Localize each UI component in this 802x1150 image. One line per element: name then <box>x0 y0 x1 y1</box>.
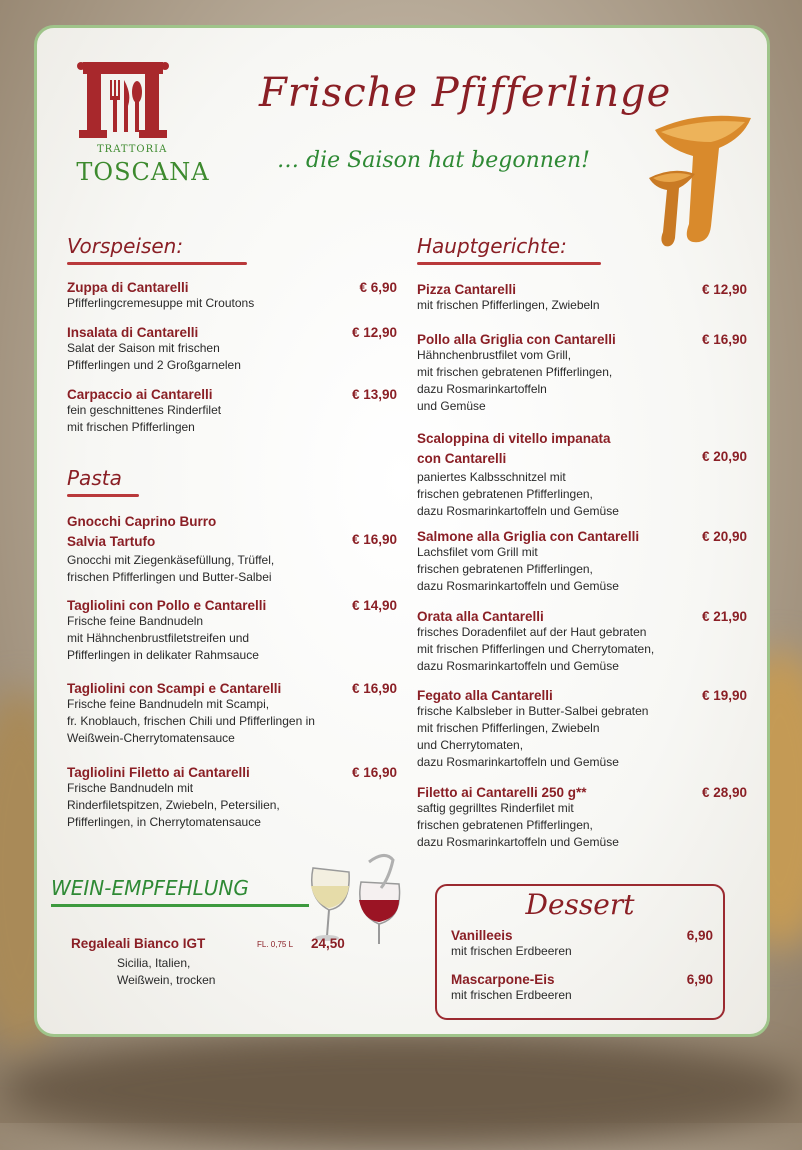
menu-item <box>417 332 747 415</box>
menu-item <box>417 429 747 520</box>
menu-item <box>67 681 397 747</box>
menu-item <box>417 609 747 675</box>
item-description: mit frischen Erdbeeren <box>451 944 572 958</box>
item-description: Frische Bandnudeln mit Rinderfiletspitzen, Zwiebeln, Petersilien, Pfifferlingen, in Cherrytomatensauce <box>67 781 280 829</box>
item-price: € 20,90 <box>701 529 747 544</box>
item-description: frisches Doradenfilet auf der Haut gebraten mit frischen Pfifferlingen und Cherrytomaten, dazu Rosmarinkartoffeln und Gemüse <box>417 625 655 673</box>
item-name: Tagliolini con Pollo e Cantarelli <box>67 598 267 613</box>
item-price: € 13,90 <box>351 387 397 402</box>
section-title-hauptgerichte: Hauptgerichte: <box>417 234 567 258</box>
item-description: paniertes Kalbsschnitzel mit frischen gebratenen Pfifferlingen, dazu Rosmarinkartoffeln und Gemüse <box>417 470 619 518</box>
item-name: Fegato alla Cantarelli <box>417 688 553 703</box>
menu-item <box>67 598 397 664</box>
item-description: Salat der Saison mit frischen Pfifferlingen und 2 Großgarnelen <box>67 341 241 372</box>
item-price: € 16,90 <box>351 532 397 547</box>
dessert-title: Dessert <box>525 888 635 921</box>
menu-item <box>417 688 747 771</box>
dessert-box <box>435 884 725 1020</box>
item-name: Gnocchi Caprino Burro Salvia Tartufo <box>67 514 217 549</box>
item-name: Scaloppina di vitello impanata con Cantarelli <box>417 431 611 466</box>
item-description: mit frischen Pfifferlingen, Zwiebeln <box>417 298 600 312</box>
item-description: frische Kalbsleber in Butter-Salbei gebraten mit frischen Pfifferlingen, Zwiebeln und Cherrytomaten, dazu Rosmarinkartoffeln und Gemüse <box>417 704 649 769</box>
item-name: Zuppa di Cantarelli <box>67 280 189 295</box>
wine-glasses-icon <box>299 848 419 948</box>
section-underline <box>67 262 247 265</box>
wine-description: Sicilia, Italien, Weißwein, trocken <box>117 956 216 987</box>
fork-knife-spoon-logo-icon <box>77 54 169 144</box>
menu-item <box>67 387 397 436</box>
item-description: Lachsfilet vom Grill mit frischen gebratenen Pfifferlingen, dazu Rosmarinkartoffeln und Gemüse <box>417 545 619 593</box>
item-price: € 6,90 <box>359 280 397 295</box>
item-name: Insalata di Cantarelli <box>67 325 199 340</box>
item-name: Salmone alla Griglia con Cantarelli <box>417 529 640 544</box>
item-price: 6,90 <box>686 972 713 987</box>
section-underline <box>417 262 601 265</box>
item-description: Pfifferlingcremesuppe mit Croutons <box>67 296 255 310</box>
page-title: Frische Pfifferlinge <box>259 70 672 116</box>
item-price: € 28,90 <box>701 785 747 800</box>
item-name: Vanilleeis <box>451 928 513 943</box>
item-price: € 16,90 <box>351 681 397 696</box>
menu-item <box>67 280 397 312</box>
menu-item <box>417 785 747 851</box>
background-forest-floor <box>0 1030 802 1150</box>
page-subtitle: … die Saison hat begonnen! <box>277 148 590 173</box>
item-name: Filetto ai Cantarelli 250 g** <box>417 785 587 800</box>
item-description: mit frischen Erdbeeren <box>451 988 572 1002</box>
item-name: Orata alla Cantarelli <box>417 609 544 624</box>
item-description: Frische feine Bandnudeln mit Scampi, fr. Knoblauch, frischen Chili und Pfifferlingen in Weißwein-Cherrytomatensauce <box>67 697 315 745</box>
item-price: € 16,90 <box>351 765 397 780</box>
item-name: Tagliolini con Scampi e Cantarelli <box>67 681 282 696</box>
menu-item <box>67 512 397 586</box>
item-name: Pizza Cantarelli <box>417 282 517 297</box>
section-title-vorspeisen: Vorspeisen: <box>67 234 184 258</box>
menu-item <box>451 928 713 960</box>
wine-name: Regaleali Bianco IGT <box>71 936 206 951</box>
item-description: Gnocchi mit Ziegenkäsefüllung, Trüffel, frischen Pfifferlingen und Butter-Salbei <box>67 553 275 584</box>
item-price: € 12,90 <box>351 325 397 340</box>
menu-item <box>417 282 747 314</box>
menu-card <box>34 25 770 1037</box>
item-price: € 19,90 <box>701 688 747 703</box>
menu-item <box>451 972 713 1004</box>
item-price: € 20,90 <box>701 449 747 464</box>
item-price: 6,90 <box>686 928 713 943</box>
item-description: fein geschnittenes Rinderfilet mit frischen Pfifferlingen <box>67 403 222 434</box>
menu-item <box>67 325 397 374</box>
wine-section-underline <box>51 904 309 907</box>
item-description: saftig gegrilltes Rinderfilet mit frischen gebratenen Pfifferlingen, dazu Rosmarinkartoffeln und Gemüse <box>417 801 619 849</box>
menu-item <box>417 529 747 595</box>
menu-item <box>67 765 397 831</box>
wine-volume: FL. 0,75 L <box>257 940 294 949</box>
brand-tagline: TRATTORIA <box>97 144 168 155</box>
wine-section-title: WEIN-EMPFEHLUNG <box>51 876 249 900</box>
item-name: Tagliolini Filetto ai Cantarelli <box>67 765 250 780</box>
chanterelle-mushroom-icon <box>647 108 759 250</box>
brand-name: TOSCANA <box>76 158 210 186</box>
item-price: € 12,90 <box>701 282 747 297</box>
section-title-pasta: Pasta <box>67 466 122 490</box>
wine-price: 24,50 <box>311 936 345 951</box>
item-name: Carpaccio ai Cantarelli <box>67 387 213 402</box>
item-price: € 14,90 <box>351 598 397 613</box>
item-name: Pollo alla Griglia con Cantarelli <box>417 332 616 347</box>
item-price: € 21,90 <box>701 609 747 624</box>
item-description: Frische feine Bandnudeln mit Hähnchenbrustfiletstreifen und Pfifferlingen in delikater Rahmsauce <box>67 614 259 662</box>
item-description: Hähnchenbrustfilet vom Grill, mit frischen gebratenen Pfifferlingen, dazu Rosmarinkartoffeln und Gemüse <box>417 348 613 413</box>
item-name: Mascarpone-Eis <box>451 972 555 987</box>
wine-item <box>71 936 371 989</box>
item-price: € 16,90 <box>701 332 747 347</box>
section-underline <box>67 494 139 497</box>
